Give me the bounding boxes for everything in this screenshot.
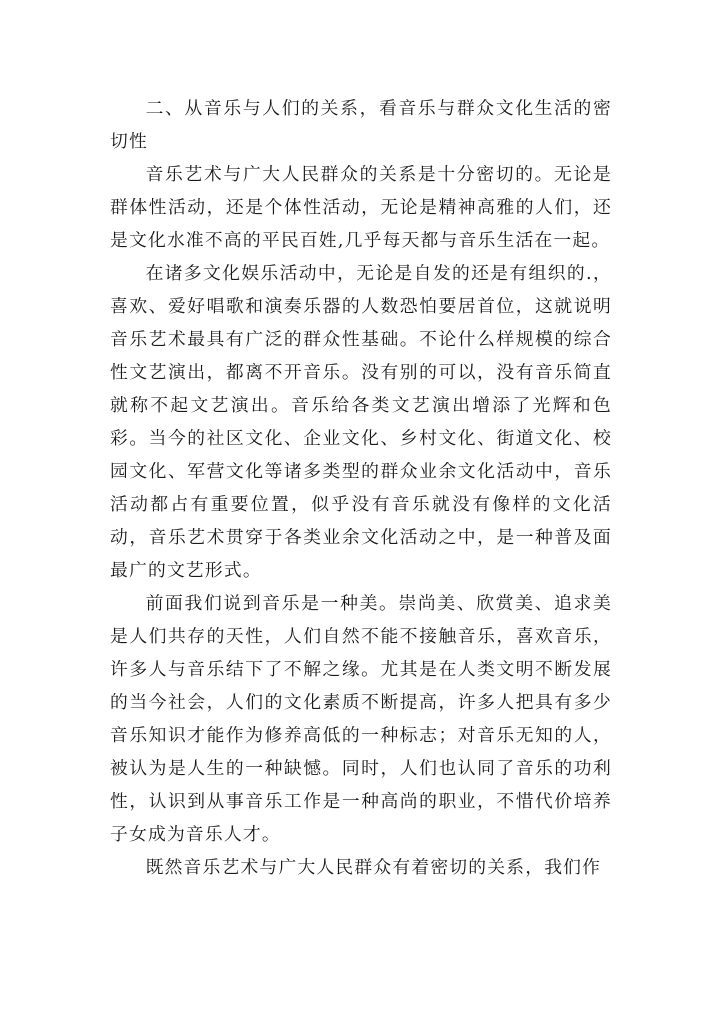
- section-heading: 二、从音乐与人们的关系，看音乐与群众文化生活的密切性: [110, 98, 612, 152]
- document-body: [110, 92, 612, 884]
- paragraph-4: 既然音乐艺术与广大人民群众有着密切的关系，我们作: [145, 857, 602, 878]
- paragraph-3: 前面我们说到音乐是一种美。崇尚美、欣赏美、追求美是人们共存的天性，人们自然不能不接触音乐，喜欢音乐，许多人与音乐结下了不解之缘。尤其是在人类文明不断发展的当今社会，人们的文化素质不断提高，许多人把具有多少音乐知识才能作为修养高低的一种标志；对音乐无知的人，被认为是人生的一种缺憾。同时，人们也认同了音乐的功利性，认识到从事音乐工作是一种高尚的职业，不惜代价培养子女成为音乐人才。: [110, 593, 612, 845]
- paragraph-1: 音乐艺术与广大人民群众的关系是十分密切的。无论是群体性活动，还是个体性活动，无论是精神高雅的人们，还是文化水准不高的平民百姓,几乎每天都与音乐生活在一起。: [110, 164, 612, 251]
- paragraph-2: 在诸多文化娱乐活动中，无论是自发的还是有组织的.，喜欢、爱好唱歌和演奏乐器的人数恐怕要居首位，这就说明音乐艺术最具有广泛的群众性基础。不论什么样规模的综合性文艺演出，都离不开音乐。没有别的可以，没有音乐简直就称不起文艺演出。音乐给各类文艺演出增添了光辉和色彩。当今的社区文化、企业文化、乡村文化、街道文化、校园文化、军营文化等诸多类型的群众业余文化活动中，音乐活动都占有重要位置，似乎没有音乐就没有像样的文化活动，音乐艺术贯穿于各类业余文化活动之中，是一种普及面最广的文艺形式。: [110, 263, 612, 581]
